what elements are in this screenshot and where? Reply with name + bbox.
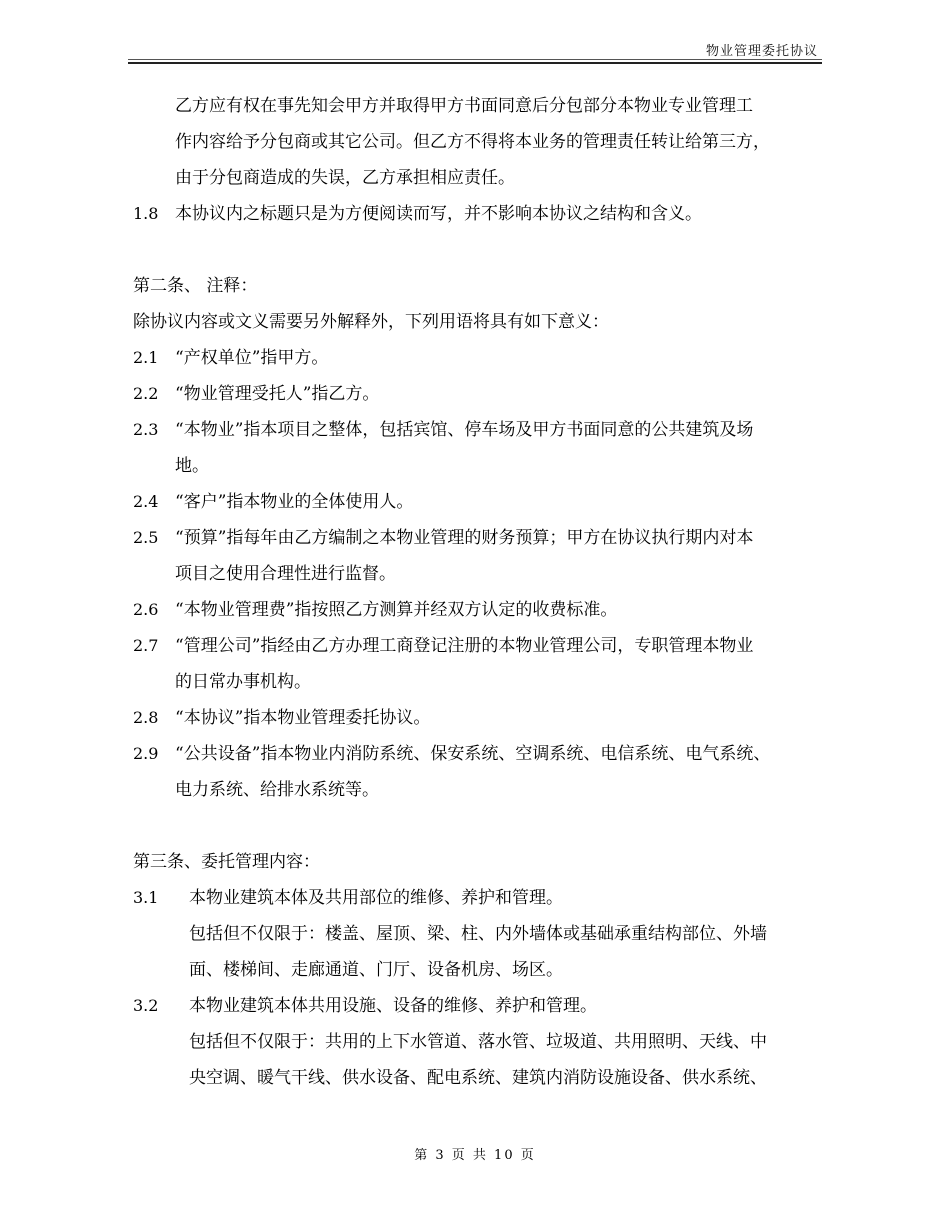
- clause-number: 2.6: [133, 600, 159, 619]
- clause-text: “管理公司”指经由乙方办理工商登记注册的本物业管理公司，专职管理本物业: [175, 636, 754, 656]
- paragraph-continuation: 乙方应有权在事先知会甲方并取得甲方书面同意后分包部分本物业专业管理工: [175, 96, 753, 116]
- sub-paragraph: 包括但不仅限于：共用的上下水管道、落水管、垃圾道、共用照明、天线、中: [189, 1032, 767, 1052]
- clause-item: [133, 484, 823, 520]
- clause-item: [133, 520, 823, 556]
- clause-number: 2.9: [133, 744, 159, 763]
- clause-item: [133, 736, 823, 772]
- page-header: [0, 0, 950, 70]
- clause-number: 2.3: [133, 420, 159, 439]
- clause-item: [133, 880, 823, 916]
- clause-item: [133, 592, 823, 628]
- clause-number: 2.5: [133, 528, 159, 547]
- clause-item: [133, 376, 823, 412]
- paragraph-continuation: 地。: [175, 456, 209, 476]
- clause-number: 3.2: [133, 996, 159, 1015]
- clause-number: 1.8: [133, 204, 159, 223]
- section-line: 第三条、委托管理内容：: [133, 852, 320, 872]
- clause-number: 2.2: [133, 384, 159, 403]
- header-rule: [128, 59, 822, 60]
- blank-line: [133, 232, 823, 268]
- clause-text: “公共设备”指本物业内消防系统、保安系统、空调系统、电信系统、电气系统、: [175, 744, 771, 764]
- document-body: [133, 88, 823, 1096]
- clause-number: 2.8: [133, 708, 159, 727]
- sub-paragraph: 包括但不仅限于：楼盖、屋顶、梁、柱、内外墙体或基础承重结构部位、外墙: [189, 924, 767, 944]
- clause-text: “本物业管理费”指按照乙方测算并经双方认定的收费标准。: [175, 600, 618, 620]
- paragraph-continuation: 电力系统、给排水系统等。: [175, 780, 379, 800]
- clause-text: “产权单位”指甲方。: [175, 348, 329, 368]
- clause-item: [133, 700, 823, 736]
- clause-number: 2.7: [133, 636, 159, 655]
- clause-item: [133, 988, 823, 1024]
- clause-item: [133, 340, 823, 376]
- clause-number: 3.1: [133, 888, 159, 907]
- clause-text: “本协议”指本物业管理委托协议。: [175, 708, 431, 728]
- section-line: 第二条、 注释：: [133, 276, 258, 296]
- sub-paragraph: 面、楼梯间、走廊通道、门厅、设备机房、场区。: [189, 960, 563, 980]
- header-rule-thick: [128, 62, 822, 64]
- paragraph-continuation: 作内容给予分包商或其它公司。但乙方不得将本业务的管理责任转让给第三方，: [175, 132, 770, 152]
- clause-text: “物业管理受托人”指乙方。: [175, 384, 380, 404]
- paragraph-continuation: 的日常办事机构。: [175, 672, 311, 692]
- clause-text: “预算”指每年由乙方编制之本物业管理的财务预算；甲方在协议执行期内对本: [175, 528, 754, 548]
- clause-item: [133, 196, 823, 232]
- clause-text: 本协议内之标题只是为方便阅读而写，并不影响本协议之结构和含义。: [175, 204, 702, 224]
- clause-item: [133, 628, 823, 664]
- paragraph-continuation: 项目之使用合理性进行监督。: [175, 564, 396, 584]
- clause-text: “客户”指本物业的全体使用人。: [175, 492, 414, 512]
- sub-paragraph: 央空调、暖气干线、供水设备、配电系统、建筑内消防设施设备、供水系统、: [189, 1068, 767, 1088]
- section-line: 除协议内容或文义需要另外解释外，下列用语将具有如下意义：: [133, 312, 609, 332]
- clause-text: “本物业”指本项目之整体，包括宾馆、停车场及甲方书面同意的公共建筑及场: [175, 420, 754, 440]
- clause-item: [133, 412, 823, 448]
- clause-text: 本物业建筑本体及共用部位的维修、养护和管理。: [189, 888, 563, 908]
- page-footer: 第 3 页 共 10 页: [414, 1148, 536, 1163]
- blank-line: [133, 808, 823, 844]
- clause-text: 本物业建筑本体共用设施、设备的维修、养护和管理。: [189, 996, 597, 1016]
- clause-number: 2.4: [133, 492, 159, 511]
- paragraph-continuation: 由于分包商造成的失误，乙方承担相应责任。: [175, 168, 515, 188]
- clause-number: 2.1: [133, 348, 159, 367]
- header-title: 物业管理委托协议: [705, 44, 818, 59]
